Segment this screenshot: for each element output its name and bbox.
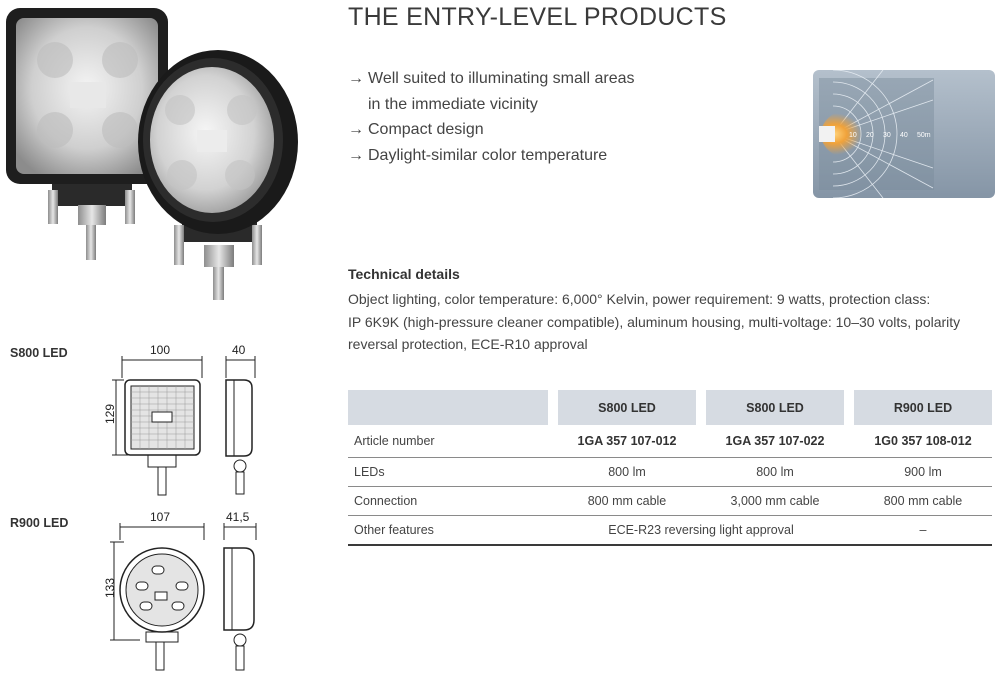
beam-tick: 50m [917, 132, 931, 139]
feature-item [348, 66, 634, 92]
r900-depth-dim: 41,5 [226, 510, 250, 524]
table-cell: 800 mm cable [854, 487, 992, 516]
technical-line: Object lighting, color temperature: 6,000° Kelvin, power requirement: 9 watts, protection class: [348, 291, 931, 307]
feature-item [348, 117, 634, 143]
technical-line: IP 6K9K (high-pressure cleaner compatible), aluminum housing, multi-voltage: 10–30 volts, polarity [348, 313, 961, 330]
arrow-right-icon: → [348, 146, 364, 164]
row-label: Article number [348, 425, 548, 458]
row-label: LEDs [348, 458, 548, 487]
s800-depth-dim: 40 [232, 343, 246, 357]
technical-details-text [348, 288, 998, 356]
row-label: Other features [348, 516, 548, 546]
page-title: THE ENTRY-LEVEL PRODUCTS [348, 3, 727, 31]
arrow-right-icon: → [348, 121, 364, 138]
product-photo [0, 0, 300, 300]
beam-tick: 20 [866, 132, 874, 139]
table-cell: – [854, 516, 992, 546]
table-cell: 1G0 357 108-012 [854, 425, 992, 458]
table-cell: 800 lm [706, 458, 844, 487]
table-cell: 800 mm cable [558, 487, 696, 516]
arrow-right-icon: → [348, 70, 364, 87]
feature-text: Compact design [368, 121, 484, 138]
r900-width-dim: 107 [150, 510, 171, 524]
table-row [348, 516, 992, 546]
table-row [348, 425, 992, 458]
table-header: R900 LED [854, 390, 992, 425]
table-cell-merged: ECE-R23 reversing light approval [558, 516, 844, 546]
table-cell: 3,000 mm cable [706, 487, 844, 516]
table-cell: 800 lm [558, 458, 696, 487]
technical-drawings [90, 340, 300, 673]
feature-list [348, 66, 634, 168]
table-header-blank [348, 390, 548, 425]
feature-text: Well suited to illuminating small areas [368, 70, 635, 87]
spec-table [348, 390, 992, 546]
beam-tick: 40 [900, 132, 908, 139]
beam-tick: 30 [883, 132, 891, 139]
r900-height-dim: 133 [103, 577, 117, 598]
technical-line: reversal protection, ECE-R10 approval [348, 336, 588, 352]
s800-width-dim: 100 [150, 343, 171, 357]
feature-text: Daylight-similar color temperature [368, 146, 608, 164]
technical-details-heading: Technical details [348, 266, 460, 282]
table-cell: 1GA 357 107-022 [706, 425, 844, 458]
table-cell: 1GA 357 107-012 [558, 425, 696, 458]
s800-height-dim: 129 [103, 403, 117, 424]
table-row [348, 487, 992, 516]
s800-drawing-label: S800 LED [10, 346, 68, 360]
beam-tick: 10 [849, 132, 857, 139]
table-cell: 900 lm [854, 458, 992, 487]
table-row [348, 458, 992, 487]
row-label: Connection [348, 487, 548, 516]
beam-pattern-diagram [813, 70, 995, 198]
table-header: S800 LED [706, 390, 844, 425]
feature-text-continued: in the immediate vicinity [368, 95, 538, 113]
table-header-row [348, 390, 992, 425]
table-header: S800 LED [558, 390, 696, 425]
feature-item [348, 143, 634, 169]
r900-drawing-label: R900 LED [10, 516, 69, 530]
